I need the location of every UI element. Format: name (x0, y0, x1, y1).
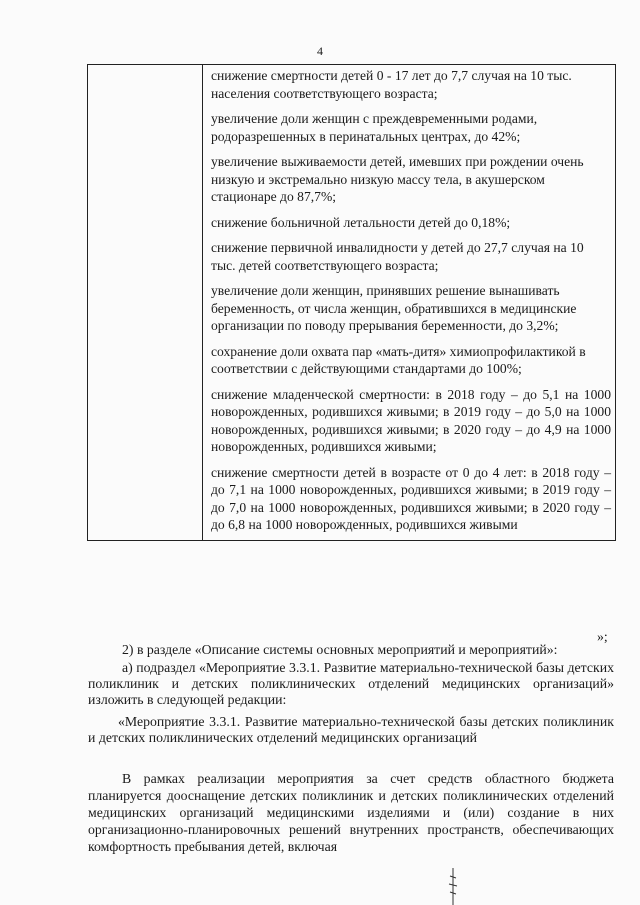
section-point-text: 2) в разделе «Описание системы основных мероприятий и мероприятий»: (122, 642, 558, 657)
table-right-cell (203, 65, 616, 541)
subsection-point (88, 660, 614, 708)
body-paragraph-text: В рамках реализации мероприятия за счет средств областного бюджета планируется дооснащение детских поликлиник и детских поликлинических отделений медицинских организаций медицинскими изделиями и (или) создание в них организационно-планировочных решений внутренних пространств, обеспечивающих комфортность пребывания детей, включая (88, 771, 614, 854)
goal-item: снижение смертности детей 0 - 17 лет до 7,7 случая на 10 тыс. населения соответствующего возраста; (211, 68, 572, 101)
signature-mark (447, 868, 459, 905)
subsection-point-text: а) подраздел «Мероприятие 3.3.1. Развитие материально-технической базы детских поликлиник и детских поликлинических отделений медицинских организаций» изложить в следующей редакции: (88, 660, 614, 707)
section-point (88, 642, 614, 658)
goal-item: сохранение доли охвата пар «мать-дитя» химиопрофилактикой в соответствии с действующими стандартами до 100%; (211, 343, 586, 376)
goal-item: увеличение выживаемости детей, имевших при рождении очень низкую и экстремально низкую массу тела, в акушерском стационаре до 87,7%; (211, 154, 584, 204)
body-paragraph (88, 770, 614, 855)
goal-item: увеличение доли женщин, принявших решение вынашивать беременность, от числа женщин, обратившихся в медицинские организации по поводу прерывания беременности, до 3,2%; (211, 283, 577, 333)
goal-item: снижение младенческой смертности: в 2018 году – до 5,1 на 1000 новорожденных, родившихся живыми; в 2019 году – до 5,0 на 1000 новорожденных, родившихся живыми; в 2020 году – до 4,9 на 1000 новорожденных, родившихся живыми; (211, 386, 611, 454)
goal-item: снижение первичной инвалидности у детей до 27,7 случая на 10 тыс. детей соответствующего возраста; (211, 240, 584, 273)
new-heading (88, 714, 614, 746)
new-heading-text: «Мероприятие 3.3.1. Развитие материально-технической базы детских поликлиник и детских поликлинических отделений медицинских организаций (88, 714, 614, 745)
goal-item: увеличение доли женщин с преждевременными родами, родоразрешенных в перинатальных центрах, до 42%; (211, 111, 538, 144)
goals-table (87, 64, 616, 541)
goal-item: снижение смертности детей в возрасте от 0 до 4 лет: в 2018 году – до 7,1 на 1000 новорожденных, родившихся живыми; в 2019 году – до 7,0 на 1000 новорожденных, родившихся живыми; в 2020 году – до 6,8 на 1000 новорожденных, родившихся живыми (211, 464, 611, 532)
goal-item: снижение больничной летальности детей до 0,18%; (211, 214, 511, 230)
closing-quote: »; (597, 629, 608, 644)
page-number: 4 (317, 44, 323, 58)
table-left-cell (88, 65, 203, 541)
